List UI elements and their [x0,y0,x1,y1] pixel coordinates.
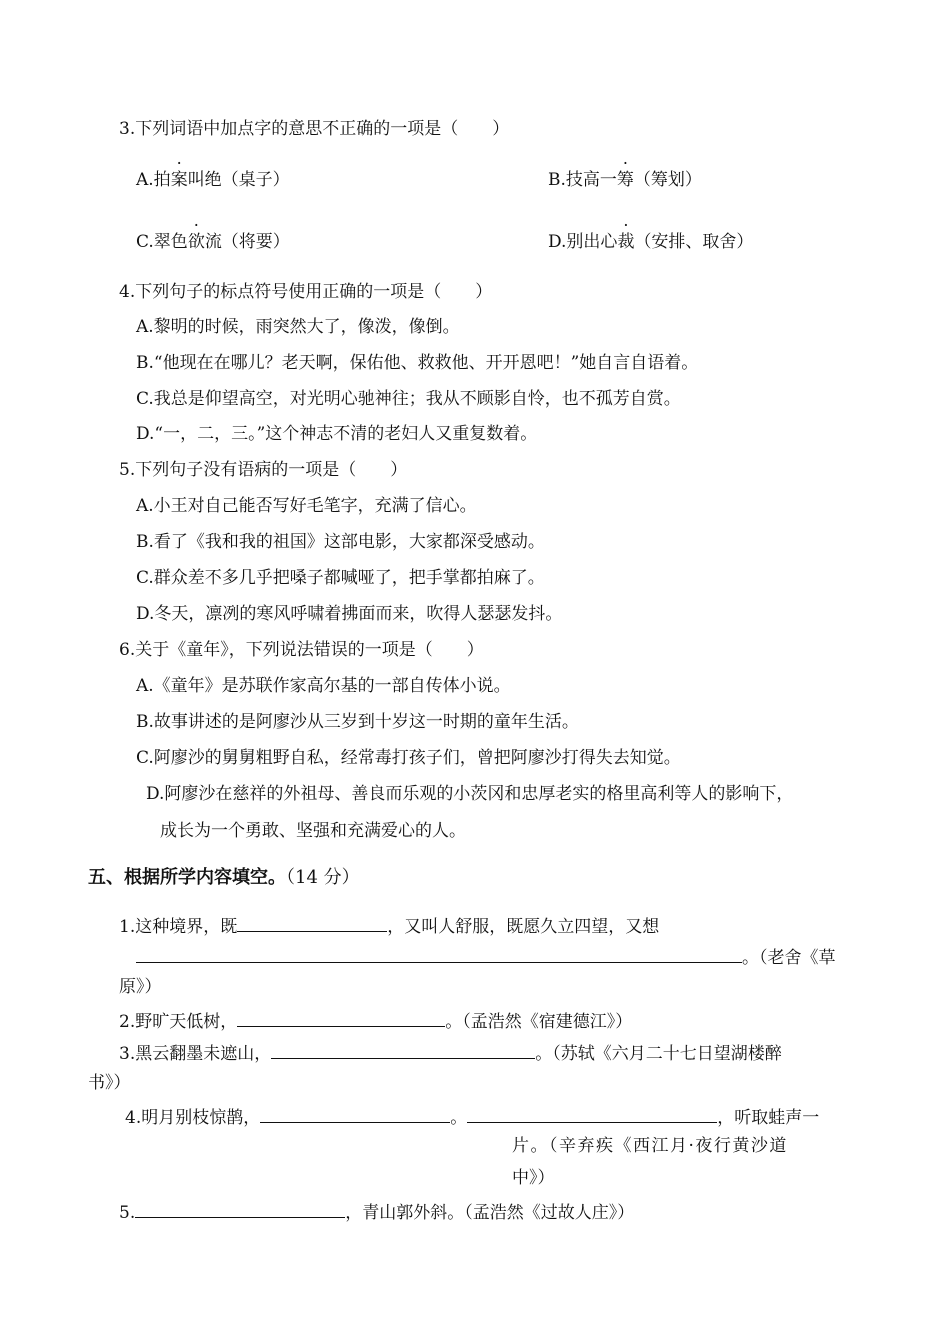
q6-stem: 6.关于《童年》，下列说法错误的一项是（ ） [119,640,484,660]
fill-1-text: 1.这种境界，既 [119,917,238,937]
q5-option-c: C.群众差不多几乎把嗓子都喊哑了，把手掌都拍麻了。 [136,568,545,588]
fill-3-text: 3.黑云翻墨未遮山， [119,1044,272,1064]
fill-1-line2 [136,944,836,969]
section-title: 五、根据所学内容填空。 [88,867,286,888]
q6-option-d-line2: 成长为一个勇敢、坚强和充满爱心的人。 [160,821,466,841]
q3-option-c [136,231,290,253]
fill-4-text: 4.明月别枝惊鹊， [125,1108,261,1128]
q4-option-b: B.“他现在在哪儿？老天啊，保佑他、救救他、开开恩吧！”她自言自语着。 [136,353,699,373]
q3-c-text-rest: 流（将要） [204,232,290,252]
fill-1-text-3: 。（老舍《草 [742,948,836,968]
answer-blank[interactable] [467,1104,717,1123]
q3-b-text-rest: （筹划） [633,170,702,190]
q3-option-b [548,169,702,191]
fill-1-text-2: ，又叫人舒服，既愿久立四望，又想 [387,917,660,937]
section-heading [88,867,360,889]
fill-3-line2: 书》） [88,1073,131,1093]
fill-5-text: 5. [119,1203,136,1223]
fill-1-line1 [119,913,659,938]
q6-option-c: C.阿廖沙的舅舅粗野自私，经常毒打孩子们，曾把阿廖沙打得失去知觉。 [136,748,681,768]
emphasis-dot-char: 筹 [616,170,634,190]
answer-blank[interactable] [260,1104,450,1123]
answer-blank[interactable] [136,944,742,963]
q4-stem: 4.下列句子的标点符号使用正确的一项是（ ） [119,282,493,302]
fill-3-line1 [119,1040,782,1065]
fill-1-line3: 原》） [119,977,162,997]
fill-4-line1 [125,1104,819,1129]
q3-c-text: C.翠色 [136,232,188,252]
q5-option-b: B.看了《我和我的祖国》这部电影，大家都深受感动。 [136,532,545,552]
answer-blank[interactable] [237,913,387,932]
q3-d-text: D.别出心 [548,232,618,252]
q3-a-text: A.拍 [136,170,171,190]
q6-option-d-line1: D.阿廖沙在慈祥的外祖母、善良而乐观的小茨冈和忠厚老实的格里高利等人的影响下， [146,784,794,804]
section-score: （14 分） [286,867,360,888]
q3-option-d [548,231,753,253]
q3-b-text: B.技高一 [548,170,617,190]
q4-option-a: A.黎明的时候，雨突然大了，像泼，像倒。 [136,317,460,337]
fill-2-text-2: 。（孟浩然《宿建德江》） [445,1012,633,1032]
q5-stem: 5.下列句子没有语病的一项是（ ） [119,460,408,480]
fill-4-line2: 片。（辛弃疾《西江月·夜行黄沙道 [512,1136,788,1156]
emphasis-dot-char: 裁 [617,232,635,252]
q3-d-text-rest: （安排、取舍） [634,232,754,252]
q3-a-text-rest: 叫绝（桌子） [187,170,290,190]
emphasis-dot-char: 欲 [187,232,205,252]
q4-option-c: C.我总是仰望高空，对光明心驰神往；我从不顾影自怜，也不孤芳自赏。 [136,389,681,409]
q5-option-a: A.小王对自己能否写好毛笔字，充满了信心。 [136,496,477,516]
fill-5-text-2: ，青山郭外斜。（孟浩然《过故人庄》） [345,1203,635,1223]
q6-option-b: B.故事讲述的是阿廖沙从三岁到十岁这一时期的童年生活。 [136,712,579,732]
fill-3-text-2: 。（苏轼《六月二十七日望湖楼醉 [535,1044,782,1064]
q6-option-a: A.《童年》是苏联作家高尔基的一部自传体小说。 [136,676,511,696]
fill-2-text: 2.野旷天低树， [119,1012,238,1032]
fill-5 [119,1199,634,1224]
fill-4-text-3: ，听取蛙声一 [717,1108,820,1128]
q3-option-a [136,169,290,191]
q4-option-d: D.“一，二，三。”这个神志不清的老妇人又重复数着。 [136,424,538,444]
q5-option-d: D.冬天，凛冽的寒风呼啸着拂面而来，吹得人瑟瑟发抖。 [136,604,563,624]
answer-blank[interactable] [237,1008,445,1027]
fill-4-line3: 中》） [512,1168,555,1188]
answer-blank[interactable] [135,1199,345,1218]
q3-stem: 3.下列词语中加点字的意思不正确的一项是（ ） [119,119,510,139]
emphasis-dot-char: 案 [170,170,188,190]
fill-4-text-2: 。 [450,1108,468,1128]
fill-2 [119,1008,632,1033]
answer-blank[interactable] [271,1040,535,1059]
